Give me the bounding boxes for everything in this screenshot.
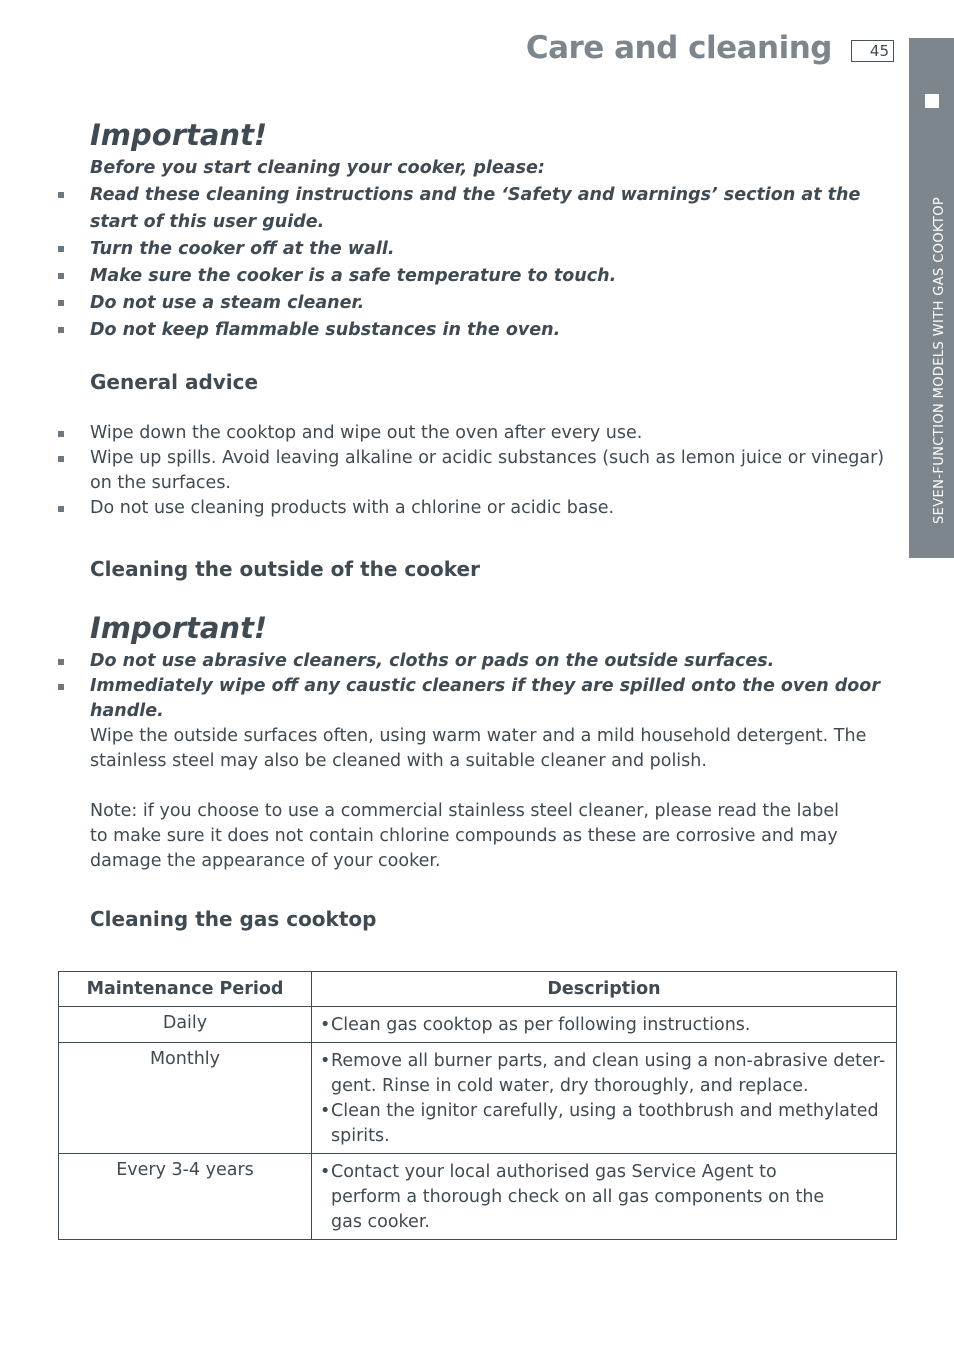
table-row (59, 1043, 897, 1154)
outside-warnings (90, 649, 890, 724)
general-advice-heading: General advice (90, 370, 259, 394)
general-advice-list (90, 421, 885, 521)
side-tab-label: SEVEN-FUNCTION MODELS WITH GAS COOKTOP (932, 196, 947, 524)
section-marker-icon (925, 94, 939, 108)
list-item: Wipe up spills. Avoid leaving alkaline or acidic substances (such as lemon juice or vinegar) on the surfaces. (90, 446, 885, 496)
description-item: • Remove all burner parts, and clean using a non-abrasive deter- gent. Rinse in cold water, dry thoroughly, and replace. (320, 1051, 886, 1096)
important-intro: Before you start cleaning your cooker, please: (90, 158, 545, 178)
list-item: Immediately wipe off any caustic cleaners if they are spilled onto the oven door handle. (90, 674, 890, 724)
maintenance-description (312, 1043, 897, 1154)
bullet-dot-icon: • (320, 1162, 331, 1182)
section-side-tab (909, 38, 954, 558)
page-title: Care and cleaning (525, 30, 832, 66)
description-item: • Clean the ignitor carefully, using a toothbrush and methylated spirits. (320, 1101, 879, 1146)
table-header-row (59, 972, 897, 1007)
important-heading: Important! (90, 118, 268, 152)
gas-cooktop-heading: Cleaning the gas cooktop (90, 907, 377, 931)
bullet-dot-icon: • (320, 1101, 331, 1121)
bullet-dot-icon: • (320, 1051, 331, 1071)
list-item: Do not use abrasive cleaners, cloths or pads on the outside surfaces. (90, 649, 890, 674)
maintenance-period: Monthly (59, 1043, 312, 1154)
square-bullet-icon (58, 431, 64, 437)
outside-paragraph: Wipe the outside surfaces often, using warm water and a mild household detergent. The stainless steel may also be cleaned with a suitable cleaner and polish. (90, 726, 867, 771)
square-bullet-icon (58, 192, 64, 198)
list-item: Make sure the cooker is a safe temperature to touch. (90, 263, 890, 290)
description-item: • Clean gas cooktop as per following instructions. (320, 1013, 888, 1038)
maintenance-description (312, 1154, 897, 1240)
list-item: Wipe down the cooktop and wipe out the oven after every use. (90, 421, 885, 446)
maintenance-table (58, 971, 897, 1240)
square-bullet-icon (58, 456, 64, 462)
list-item: Do not use a steam cleaner. (90, 290, 890, 317)
maintenance-period: Daily (59, 1007, 312, 1043)
column-header-description: Description (312, 972, 897, 1007)
list-item: Read these cleaning instructions and the ‘Safety and warnings’ section at the start of this user guide. (90, 182, 890, 236)
list-item: Turn the cooker off at the wall. (90, 236, 890, 263)
column-header-period: Maintenance Period (59, 972, 312, 1007)
page-number: 45 (851, 40, 894, 62)
square-bullet-icon (58, 506, 64, 512)
important-heading: Important! (90, 611, 268, 645)
maintenance-description (312, 1007, 897, 1043)
list-item: Do not keep flammable substances in the oven. (90, 317, 890, 344)
description-item: • Contact your local authorised gas Service Agent to perform a thorough check on all gas components on the gas cooker. (320, 1162, 825, 1232)
square-bullet-icon (58, 327, 64, 333)
square-bullet-icon (58, 684, 64, 690)
bullet-dot-icon: • (320, 1015, 331, 1035)
important-list (90, 155, 890, 344)
maintenance-period: Every 3-4 years (59, 1154, 312, 1240)
outside-heading: Cleaning the outside of the cooker (90, 557, 480, 581)
square-bullet-icon (58, 273, 64, 279)
square-bullet-icon (58, 300, 64, 306)
table-row (59, 1154, 897, 1240)
square-bullet-icon (58, 659, 64, 665)
table-row (59, 1007, 897, 1043)
note-paragraph: Note: if you choose to use a commercial stainless steel cleaner, please read the label to make sure it does not contain chlorine compounds as these are corrosive and may damage the appearance of your cooker. (90, 801, 840, 871)
list-item: Do not use cleaning products with a chlorine or acidic base. (90, 496, 885, 521)
square-bullet-icon (58, 246, 64, 252)
